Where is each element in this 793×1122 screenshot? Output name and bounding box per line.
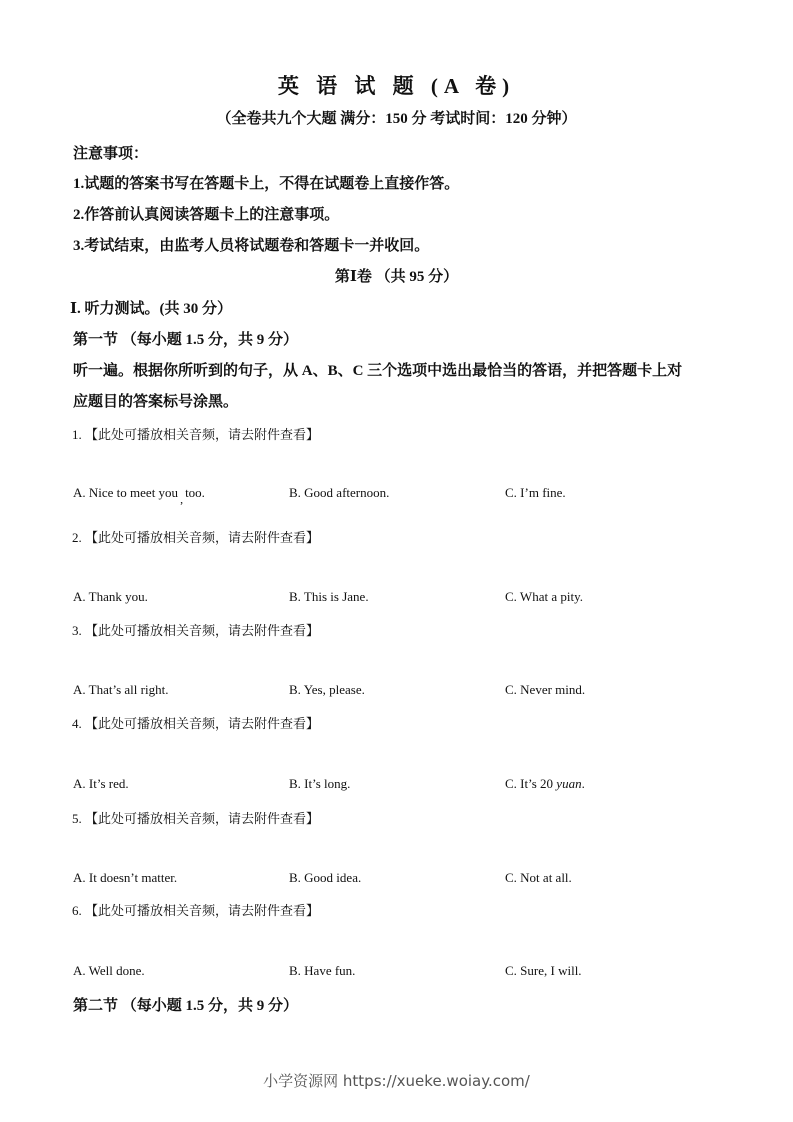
question-6-option-a[interactable]: A. Well done. — [73, 963, 145, 978]
part1-heading: Ⅰ. 听力测试。(共 30 分） — [70, 301, 233, 317]
section2-heading: 第二节 （每小题 1.5 分，共 9 分） — [73, 998, 299, 1014]
question-1-stem[interactable] — [72, 424, 319, 443]
question-4-option-b[interactable]: B. It’s long. — [289, 776, 351, 791]
exam-info: （全卷共九个大题 满分：150 分 考试时间：120 分钟） — [216, 111, 577, 127]
question-3-option-a[interactable]: A. That’s all right. — [73, 682, 169, 697]
question-5-stem[interactable]: 5. 【此处可播放相关音频，请去附件查看】 — [72, 811, 320, 826]
question-2-stem[interactable]: 2. 【此处可播放相关音频，请去附件查看】 — [72, 530, 320, 545]
option-italic-text: yuan — [556, 776, 582, 791]
question-3-option-b[interactable]: B. Yes, please. — [289, 682, 365, 697]
option-text: A. Nice to meet you — [73, 485, 179, 500]
section1-instructions-line2: 应题目的答案标号涂黑。 — [73, 394, 239, 410]
question-1-option-b[interactable]: B. Good afternoon. — [289, 485, 390, 500]
page-title: 英 语 试 题 (A 卷) — [277, 74, 516, 98]
question-2-option-c[interactable]: C. What a pity. — [505, 589, 583, 604]
question-5-option-c[interactable]: C. Not at all. — [505, 870, 572, 885]
question-3-option-c[interactable]: C. Never mind. — [505, 682, 586, 697]
option-text-tail: too. — [185, 485, 205, 500]
question-2-option-a[interactable]: A. Thank you. — [73, 589, 148, 604]
footer-watermark: 小学资源网 https://xueke.woiay.com/ — [263, 1072, 530, 1090]
question-1-option-c[interactable]: C. I’m fine. — [505, 485, 566, 500]
option-text: C. It’s 20 — [505, 776, 557, 791]
volume-heading: 第Ⅰ卷 （共 95 分） — [334, 269, 459, 285]
question-4-stem[interactable]: 4. 【此处可播放相关音频，请去附件查看】 — [72, 716, 320, 731]
question-5-option-a[interactable]: A. It doesn’t matter. — [73, 870, 178, 885]
audio-placeholder-link[interactable]: 1. 【此处可播放相关音频，请去附件查看】 — [72, 427, 320, 442]
note-item-1: 1.试题的答案书写在答题卡上，不得在试题卷上直接作答。 — [73, 176, 460, 192]
notes-heading: 注意事项： — [73, 146, 149, 162]
note-item-3: 3.考试结束，由监考人员将试题卷和答题卡一并收回。 — [73, 238, 430, 254]
question-6-option-c[interactable]: C. Sure, I will. — [505, 963, 582, 978]
question-6-option-b[interactable]: B. Have fun. — [289, 963, 356, 978]
question-4-option-a[interactable]: A. It’s red. — [73, 776, 129, 791]
question-1-option-a[interactable] — [73, 485, 205, 506]
question-6-stem[interactable]: 6. 【此处可播放相关音频，请去附件查看】 — [72, 903, 320, 918]
option-text-tail: . — [581, 776, 585, 791]
section1-heading: 第一节 （每小题 1.5 分，共 9 分） — [73, 332, 299, 348]
question-3-stem[interactable]: 3. 【此处可播放相关音频，请去附件查看】 — [72, 623, 320, 638]
section1-instructions-line1: 听一遍。根据你所听到的句子，从 A、B、C 三个选项中选出最恰当的答语，并把答题卡上对 — [73, 363, 683, 379]
comma-mark: , — [180, 492, 184, 506]
question-5-option-b[interactable]: B. Good idea. — [289, 870, 362, 885]
question-2-option-b[interactable]: B. This is Jane. — [289, 589, 369, 604]
question-4-option-c[interactable] — [505, 776, 585, 792]
note-item-2: 2.作答前认真阅读答题卡上的注意事项。 — [73, 207, 340, 223]
